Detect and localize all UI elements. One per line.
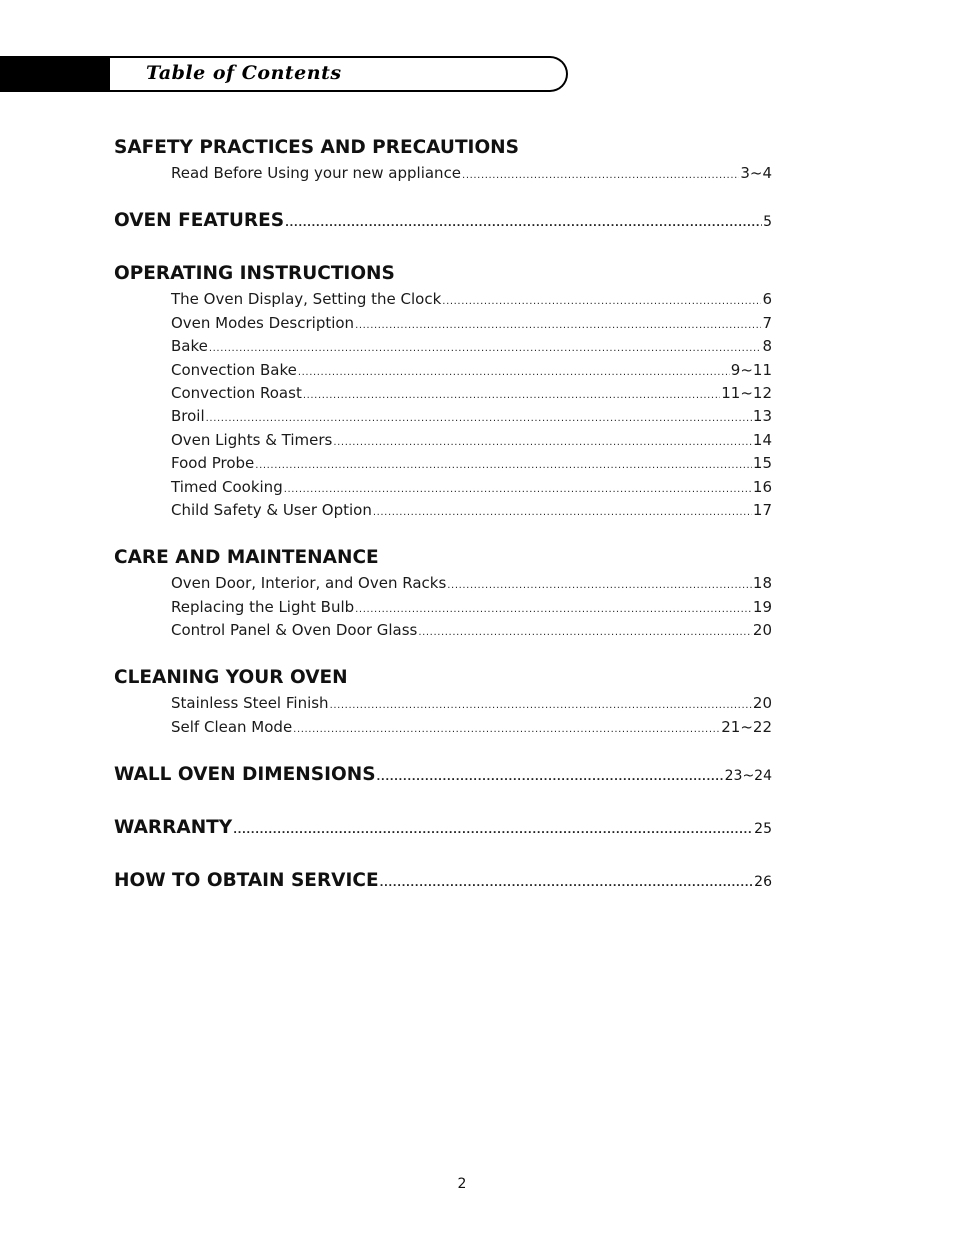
dot-leader (293, 718, 720, 741)
header-black-bar (0, 56, 112, 92)
toc-entry[interactable] (114, 814, 772, 845)
entry-page: 13 (752, 407, 772, 426)
page-number: 2 (457, 1176, 467, 1192)
toc-entry[interactable] (114, 716, 772, 739)
dot-leader (355, 598, 752, 621)
entry-label: Bake (171, 337, 208, 356)
dot-leader (209, 337, 762, 360)
toc-entry[interactable] (114, 382, 772, 405)
section-title: SAFETY PRACTICES AND PRECAUTIONS (114, 137, 519, 158)
dot-leader (206, 407, 752, 430)
entry-label: Read Before Using your new appliance (171, 164, 462, 182)
toc-entry[interactable] (114, 405, 772, 428)
entry-page: 26 (754, 874, 772, 891)
dot-leader (330, 694, 752, 717)
entry-page: 21~22 (721, 717, 772, 736)
section-title: OVEN FEATURES (114, 210, 285, 232)
entry-label: Control Panel & Oven Door Glass (171, 621, 418, 640)
section-title: HOW TO OBTAIN SERVICE (114, 870, 379, 892)
page-title: Table of Contents (146, 62, 342, 84)
dot-leader (355, 314, 761, 337)
toc-entry[interactable] (114, 288, 772, 311)
toc-entry[interactable] (114, 162, 772, 185)
entry-page: 20 (752, 694, 772, 713)
toc-section-cleaning (114, 664, 772, 739)
toc-entry[interactable] (114, 572, 772, 595)
dot-leader (373, 501, 752, 524)
dot-leader (333, 431, 752, 454)
entry-label: Child Safety & User Option (171, 500, 372, 519)
dot-leader (298, 361, 730, 384)
toc-section-safety (114, 134, 772, 185)
dot-leader (233, 817, 753, 845)
toc-entry[interactable] (114, 499, 772, 522)
dot-leader (418, 621, 752, 644)
dot-leader (284, 478, 752, 501)
entry-page: 7 (762, 313, 772, 332)
toc-section-care (114, 544, 772, 642)
dot-leader (285, 210, 762, 238)
toc-entry[interactable] (114, 335, 772, 358)
section-title: CLEANING YOUR OVEN (114, 667, 348, 689)
entry-label: Replacing the Light Bulb (171, 597, 355, 616)
entry-page: 20 (752, 621, 772, 640)
entry-label: The Oven Display, Setting the Clock (171, 290, 442, 309)
entry-label: Broil (171, 407, 205, 426)
entry-page: 16 (752, 477, 772, 496)
entry-label: Timed Cooking (171, 477, 283, 496)
entry-page: 9~11 (730, 360, 772, 379)
entry-page: 8 (762, 337, 772, 356)
entry-label: Convection Roast (171, 383, 302, 402)
section-title: WALL OVEN DIMENSIONS (114, 764, 376, 786)
toc-entry[interactable] (114, 596, 772, 619)
toc-entry[interactable] (114, 761, 772, 792)
entry-page: 3~4 (740, 164, 772, 182)
dot-leader (377, 764, 724, 792)
toc-entry[interactable] (114, 452, 772, 475)
entry-page: 15 (752, 454, 772, 473)
entry-label: Convection Bake (171, 360, 297, 379)
dot-leader (380, 870, 754, 898)
toc-section-operating (114, 260, 772, 522)
toc-entry[interactable] (114, 476, 772, 499)
entry-label: Food Probe (171, 454, 255, 473)
entry-page: 19 (752, 597, 772, 616)
dot-leader (447, 574, 752, 597)
entry-page: 14 (752, 430, 772, 449)
entry-page: 6 (762, 290, 772, 309)
table-of-contents (114, 134, 772, 920)
toc-entry[interactable] (114, 867, 772, 898)
section-title: WARRANTY (114, 817, 233, 839)
entry-page: 5 (763, 214, 772, 231)
dot-leader (255, 454, 752, 477)
dot-leader (462, 164, 739, 187)
toc-section-oven-features (114, 207, 772, 238)
dot-leader (442, 290, 761, 313)
entry-label: Oven Modes Description (171, 313, 355, 332)
entry-page: 18 (752, 574, 772, 593)
toc-section-warranty (114, 814, 772, 845)
entry-label: Oven Door, Interior, and Oven Racks (171, 574, 447, 593)
entry-label: Self Clean Mode (171, 717, 293, 736)
dot-leader (303, 384, 720, 407)
entry-label: Oven Lights & Timers (171, 430, 333, 449)
toc-entry[interactable] (114, 207, 772, 238)
toc-entry[interactable] (114, 692, 772, 715)
toc-entry[interactable] (114, 312, 772, 335)
toc-section-dimensions (114, 761, 772, 792)
toc-entry[interactable] (114, 429, 772, 452)
entry-page: 11~12 (721, 383, 772, 402)
entry-page: 23~24 (724, 768, 772, 785)
entry-page: 25 (754, 821, 772, 838)
toc-entry[interactable] (114, 359, 772, 382)
entry-page: 17 (752, 500, 772, 519)
toc-entry[interactable] (114, 619, 772, 642)
section-title: CARE AND MAINTENANCE (114, 547, 379, 569)
section-title: OPERATING INSTRUCTIONS (114, 263, 395, 285)
toc-section-service (114, 867, 772, 898)
entry-label: Stainless Steel Finish (171, 694, 329, 713)
